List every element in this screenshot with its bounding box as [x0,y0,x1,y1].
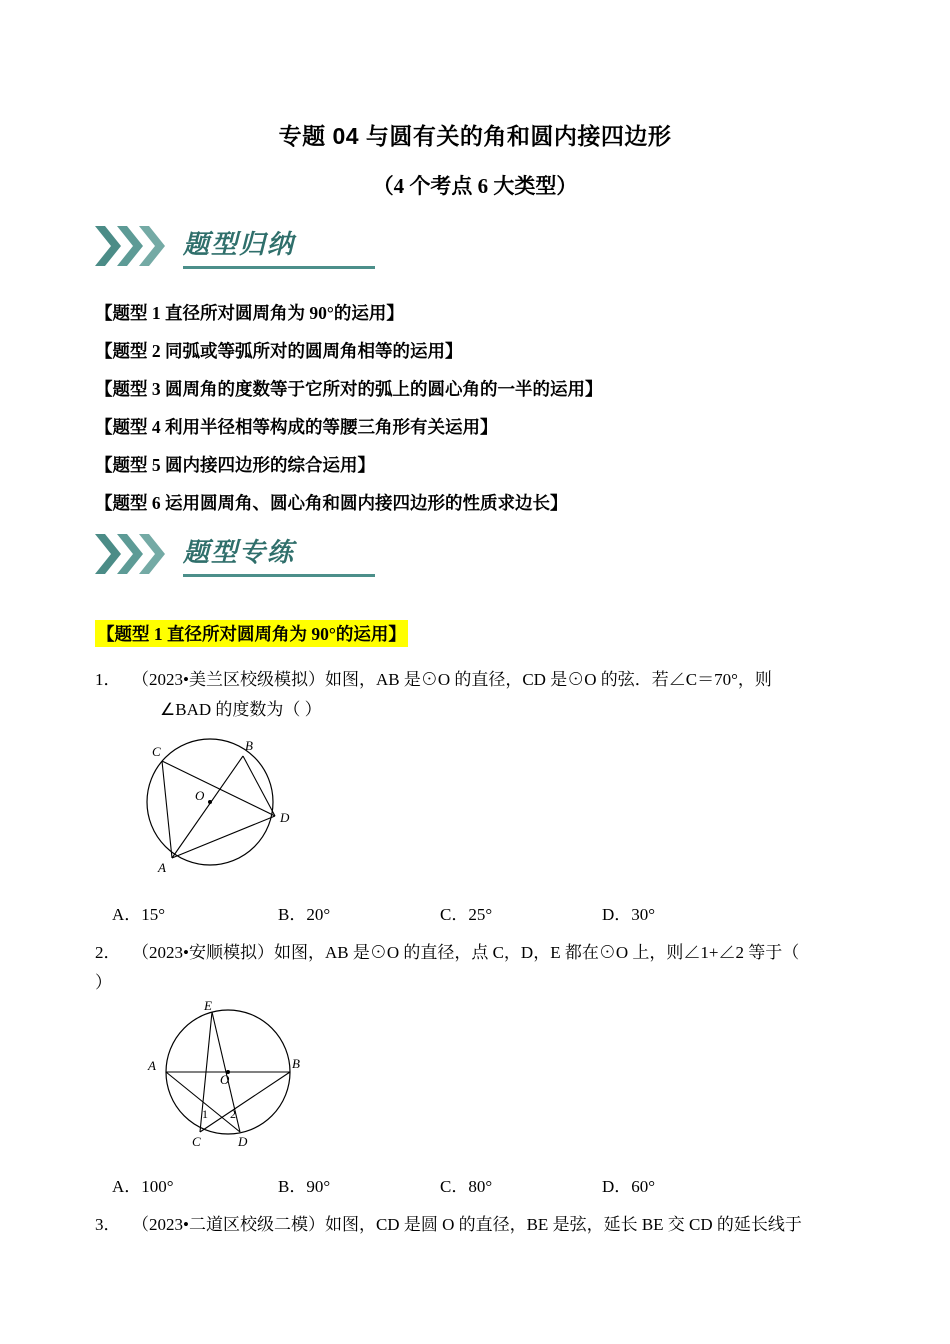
question-2-options [0,1172,950,1196]
question-2-body1: 如图，AB 是⊙O 的直径，点 C，D，E 都在⊙O 上，则∠1+∠2 等于（ [273,943,800,962]
svg-text:O: O [220,1072,230,1087]
chevron-right-icon [139,534,165,574]
option-b[interactable]: B．90° [278,1177,331,1196]
question-1-number: 1． [95,670,121,689]
banner-label: 题型专练 [183,538,296,567]
chevron-group-icon [95,534,181,574]
question-3-source: （2023•二道区校级二模） [132,1215,325,1234]
question-2-number: 2． [95,943,121,962]
svg-text:O: O [195,788,205,803]
banner-underline [183,266,375,269]
svg-text:2: 2 [230,1107,236,1121]
question-3-line1 [132,1210,942,1240]
svg-text:B: B [245,738,253,753]
question-type-4: 【题型 4 利用半径相等构成的等腰三角形有关运用】 [95,417,498,437]
question-type-5: 【题型 5 圆内接四边形的综合运用】 [95,455,375,475]
svg-text:A: A [148,1058,156,1073]
question-3-number: 3． [95,1215,121,1234]
question-1-line2: ∠BAD 的度数为（ ） [160,700,322,719]
svg-text:1: 1 [202,1107,208,1121]
option-a[interactable]: A．15° [112,905,166,924]
question-1-line1 [132,665,922,695]
svg-text:A: A [158,860,166,875]
banner-label: 题型归纳 [183,230,296,259]
question-type-2: 【题型 2 同弧或等弧所对的圆周角相等的运用】 [95,341,463,361]
banner-tixing-guina [95,222,495,270]
option-c[interactable]: C．25° [440,905,493,924]
option-b[interactable]: B．20° [278,905,331,924]
option-c[interactable]: C．80° [440,1177,493,1196]
svg-text:C: C [152,744,161,759]
option-d[interactable]: D．30° [602,905,656,924]
svg-text:D: D [238,1134,248,1149]
chevron-group-icon [95,226,181,266]
question-type-6: 【题型 6 运用圆周角、圆心角和圆内接四边形的性质求边长】 [95,493,568,513]
svg-text:C: C [192,1134,201,1149]
banner-tixing-zhuanlian [95,530,495,578]
question-type-3: 【题型 3 圆周角的度数等于它所对的弧上的圆心角的一半的运用】 [95,379,603,399]
svg-text:B: B [292,1056,300,1071]
question-2-source: （2023•安顺模拟） [132,943,274,962]
figure-question-2 [100,1000,360,1150]
question-3-body1: 如图，CD 是圆 O 的直径，BE 是弦，延长 BE 交 CD 的延长线于 [324,1215,802,1234]
question-1-options [0,900,950,924]
question-2-line2: ） [95,973,112,992]
banner-underline [183,574,375,577]
question-type-1: 【题型 1 直径所对圆周角为 90°的运用】 [95,303,404,323]
svg-text:D: D [280,810,290,825]
page-subtitle: （4 个考点 6 大类型） [372,174,578,198]
question-1-body1: 如图，AB 是⊙O 的直径，CD 是⊙O 的弦．若∠C＝70°，则 [324,670,772,689]
question-1-source: （2023•美兰区校级模拟） [132,670,325,689]
chevron-right-icon [139,226,165,266]
option-a[interactable]: A．100° [112,1177,174,1196]
section-heading: 【题型 1 直径所对圆周角为 90°的运用】 [95,620,408,647]
figure-question-1 [100,730,320,875]
svg-text:E: E [204,1000,212,1013]
question-2-line1 [132,938,932,968]
option-d[interactable]: D．60° [602,1177,656,1196]
page-title: 专题 04 与圆有关的角和圆内接四边形 [278,123,672,149]
